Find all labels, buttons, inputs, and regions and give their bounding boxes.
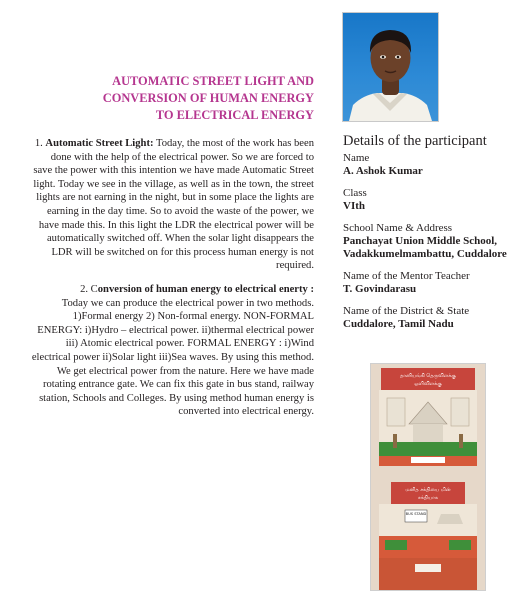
section-number: 2. bbox=[80, 283, 89, 295]
field-label: Class bbox=[343, 187, 367, 199]
field-label: Name of the Mentor Teacher bbox=[343, 270, 470, 282]
title-line: AUTOMATIC STREET LIGHT AND bbox=[112, 74, 314, 88]
field-label: Name of the District & State bbox=[343, 305, 470, 317]
section-heading: Automatic Street Light: bbox=[45, 138, 154, 149]
participant-photo bbox=[342, 12, 439, 122]
field-school bbox=[343, 222, 521, 261]
field-mentor bbox=[343, 270, 521, 296]
field-district bbox=[343, 305, 521, 331]
section-heading-lead: C bbox=[90, 283, 98, 295]
field-value: Cuddalore, Tamil Nadu bbox=[343, 318, 454, 330]
field-label: Name bbox=[343, 152, 370, 164]
section-text: Today, the most of the work has been done with the help of the electrical power. So we are forced to save the power with this intention we have made Automatic Street light. Today we see in the village, as well as in the town, the street lights are not earning in the night, but in some place the lights are earning in the day time. So to avoid the waste of the power, we have made this. In this light the LDR the electrical power will be automatically switched off. When the solar light disappears the LDR will be switched on for this process human energy is not required. bbox=[33, 138, 314, 272]
board-bottom-line: மனித சக்தியை மின் bbox=[405, 487, 451, 493]
board-top-line: தானியங்கி தெருவிளக்கு bbox=[400, 373, 456, 379]
field-label: School Name & Address bbox=[343, 222, 453, 234]
section-text: Today we can produce the electrical power in two methods. 1)Formal energy 2) Non-formal energy. NON-FORMAL ENERGY: i)Hydro – electrical power. ii)thermal electrical power iii) Atomic electrical power. FORMAL ENERGY : i)Wind electrical power ii)Solar light iii)Sea waves. By using this method. We get electrical power from the nature. Here we have made rotating entrance gate. We can fix this gate in bus stand, railway station, Schools and Colleges. By using method human energy is converted into electrical energy. bbox=[31, 297, 314, 418]
board-top-line: ஒளிவிளக்கு bbox=[414, 381, 442, 387]
field-value: Panchayat Union Middle School, Vadakkumelmambattu, Cuddalore bbox=[343, 235, 507, 260]
participant-portrait bbox=[343, 13, 438, 121]
board-bottom-line: சக்தியாக bbox=[417, 495, 439, 501]
section-automatic-street-light bbox=[30, 137, 314, 273]
title-line: CONVERSION OF HUMAN ENERGY bbox=[102, 91, 314, 105]
field-value: VIth bbox=[343, 200, 366, 212]
section-heading: onversion of human energy to electrical enerty : bbox=[97, 283, 314, 295]
section-human-energy bbox=[30, 283, 314, 419]
details-heading: Details of the participant bbox=[343, 133, 487, 149]
sign-label: BUS STAND bbox=[405, 512, 427, 516]
model-photo bbox=[370, 363, 486, 591]
field-value: A. Ashok Kumar bbox=[343, 165, 423, 177]
field-class bbox=[343, 187, 521, 213]
title-line: TO ELECTRICAL ENERGY bbox=[155, 108, 314, 122]
participant-details bbox=[343, 133, 521, 340]
science-model-image bbox=[371, 364, 485, 590]
section-number: 1. bbox=[34, 138, 43, 149]
field-name bbox=[343, 152, 521, 178]
field-value: T. Govindarasu bbox=[343, 283, 417, 295]
article-body bbox=[30, 137, 314, 429]
article-title bbox=[80, 73, 314, 124]
